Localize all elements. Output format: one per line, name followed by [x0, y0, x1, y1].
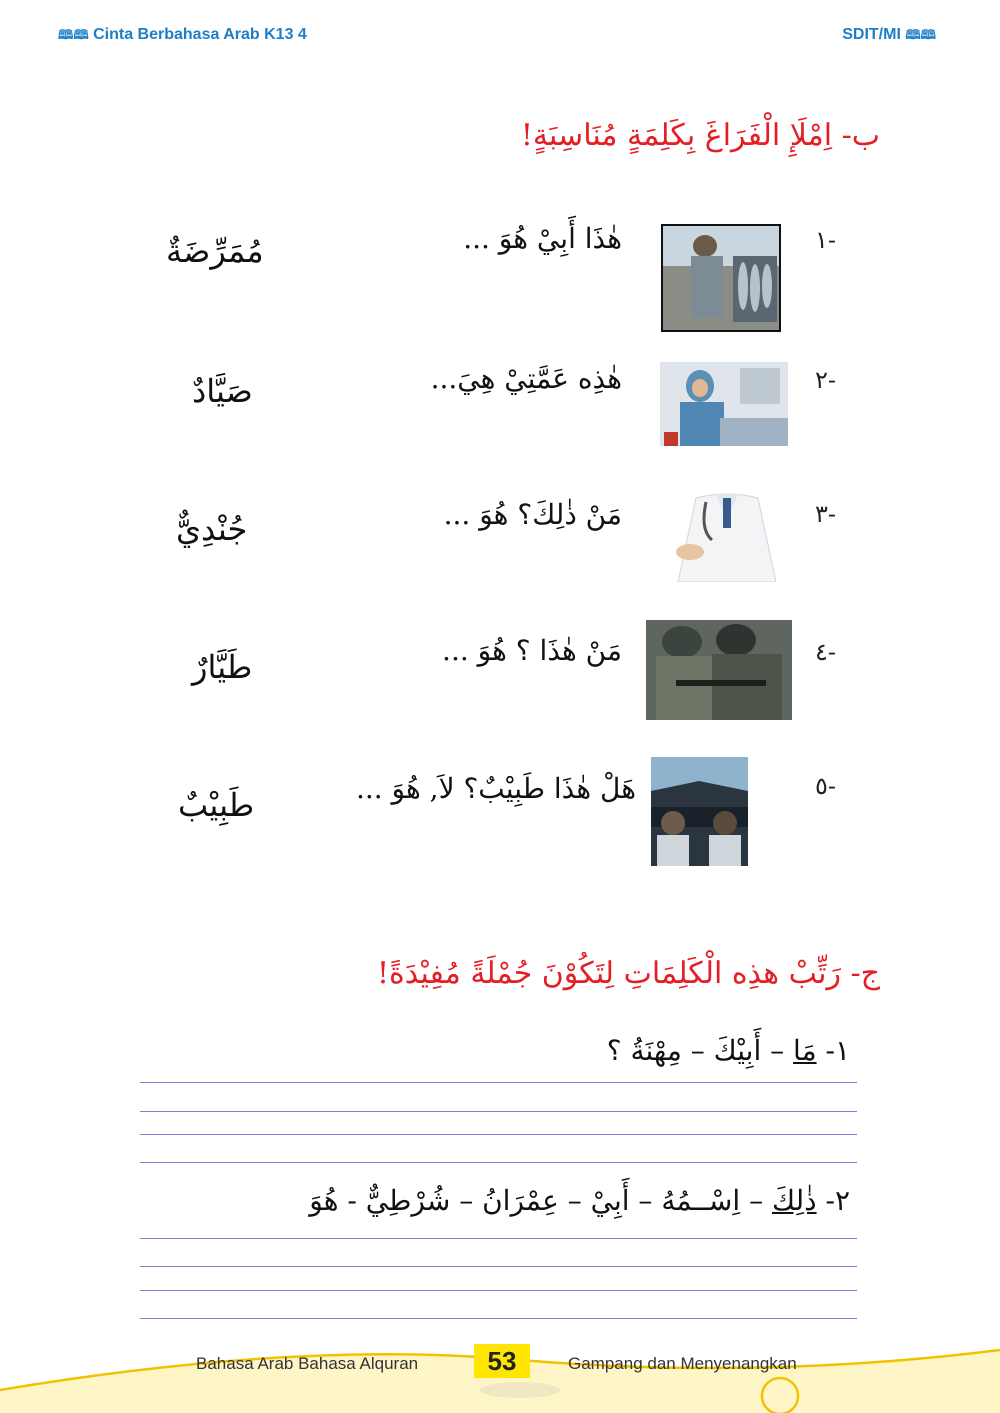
header-school	[842, 26, 936, 48]
item-number: -٢	[815, 366, 836, 394]
answer-line[interactable]	[140, 1111, 857, 1112]
answer-line[interactable]	[140, 1162, 857, 1163]
footer-right-text: Gampang dan Menyenangkan	[568, 1354, 797, 1373]
arrange-words: – أَبِيْكَ – مِهْنَةُ ؟	[606, 1034, 794, 1067]
item-number: -٣	[815, 500, 836, 528]
section-c-title: ج- رَتِّبْ هذِه الْكَلِمَاتِ لِتَكُوْنَ جُمْلَةً مُفِيْدَةً!	[376, 956, 880, 991]
pilots-photo	[651, 757, 748, 866]
book-icon: 🕮🕮	[58, 27, 89, 42]
word-option-4: طَيَّارٌ	[192, 648, 253, 686]
sentence-4: مَنْ هٰذَا ؟ هُوَ ...	[442, 634, 622, 667]
arrange-first-word: مَا	[793, 1034, 817, 1067]
item-number: -٥	[815, 772, 836, 800]
item-number: -١	[815, 226, 836, 254]
answer-line[interactable]	[140, 1290, 857, 1291]
header-right-text: SDIT/MI	[842, 26, 901, 43]
arrange-item-1	[607, 1034, 850, 1067]
arrange-item-2	[309, 1184, 850, 1217]
answer-line[interactable]	[140, 1082, 857, 1083]
sentence-3: مَنْ ذٰلِكَ؟ هُوَ ...	[443, 498, 622, 531]
item-number: -٤	[815, 638, 836, 666]
header-left-text: Cinta Berbahasa Arab K13 4	[93, 26, 307, 43]
arrange-number: ١-	[825, 1034, 850, 1067]
page-number: 53	[474, 1344, 530, 1378]
nurse-photo	[660, 362, 788, 446]
answer-line[interactable]	[140, 1134, 857, 1135]
word-option-5: طَبِيْبٌ	[178, 786, 255, 824]
word-option-1: مُمَرِّضَةٌ	[166, 232, 264, 270]
section-b-title: ب- اِمْلَإِ الْفَرَاغَ بِكَلِمَةٍ مُنَاسِبَةٍ!	[520, 118, 880, 153]
doctor-photo	[666, 490, 788, 582]
word-option-2: صَيَّادٌ	[192, 372, 253, 410]
soldiers-photo	[646, 620, 792, 720]
answer-line[interactable]	[140, 1266, 857, 1267]
sentence-5: هَلْ هٰذَا طَبِيْبٌ؟ لاَ, هُوَ ...	[355, 772, 636, 805]
fisherman-photo	[661, 224, 781, 332]
arrange-words: – اِسْــمُهُ – أَبِيْ – عِمْرَانُ – شُرْطِيٌّ - هُوَ	[309, 1184, 772, 1217]
arrange-first-word: ذٰلِكَ	[771, 1184, 817, 1217]
footer-left-text: Bahasa Arab Bahasa Alquran	[196, 1354, 419, 1373]
sentence-1: هٰذَا أَبِيْ هُوَ ...	[463, 222, 622, 255]
sentence-2: هٰذِه عَمَّتِيْ هِيَ...	[430, 362, 622, 395]
header-book-title	[58, 26, 307, 48]
arrange-number: ٢-	[825, 1184, 850, 1217]
answer-line[interactable]	[140, 1318, 857, 1319]
answer-line[interactable]	[140, 1238, 857, 1239]
book-icon: 🕮🕮	[905, 27, 936, 42]
word-option-3: جُنْدِيٌّ	[176, 510, 248, 548]
